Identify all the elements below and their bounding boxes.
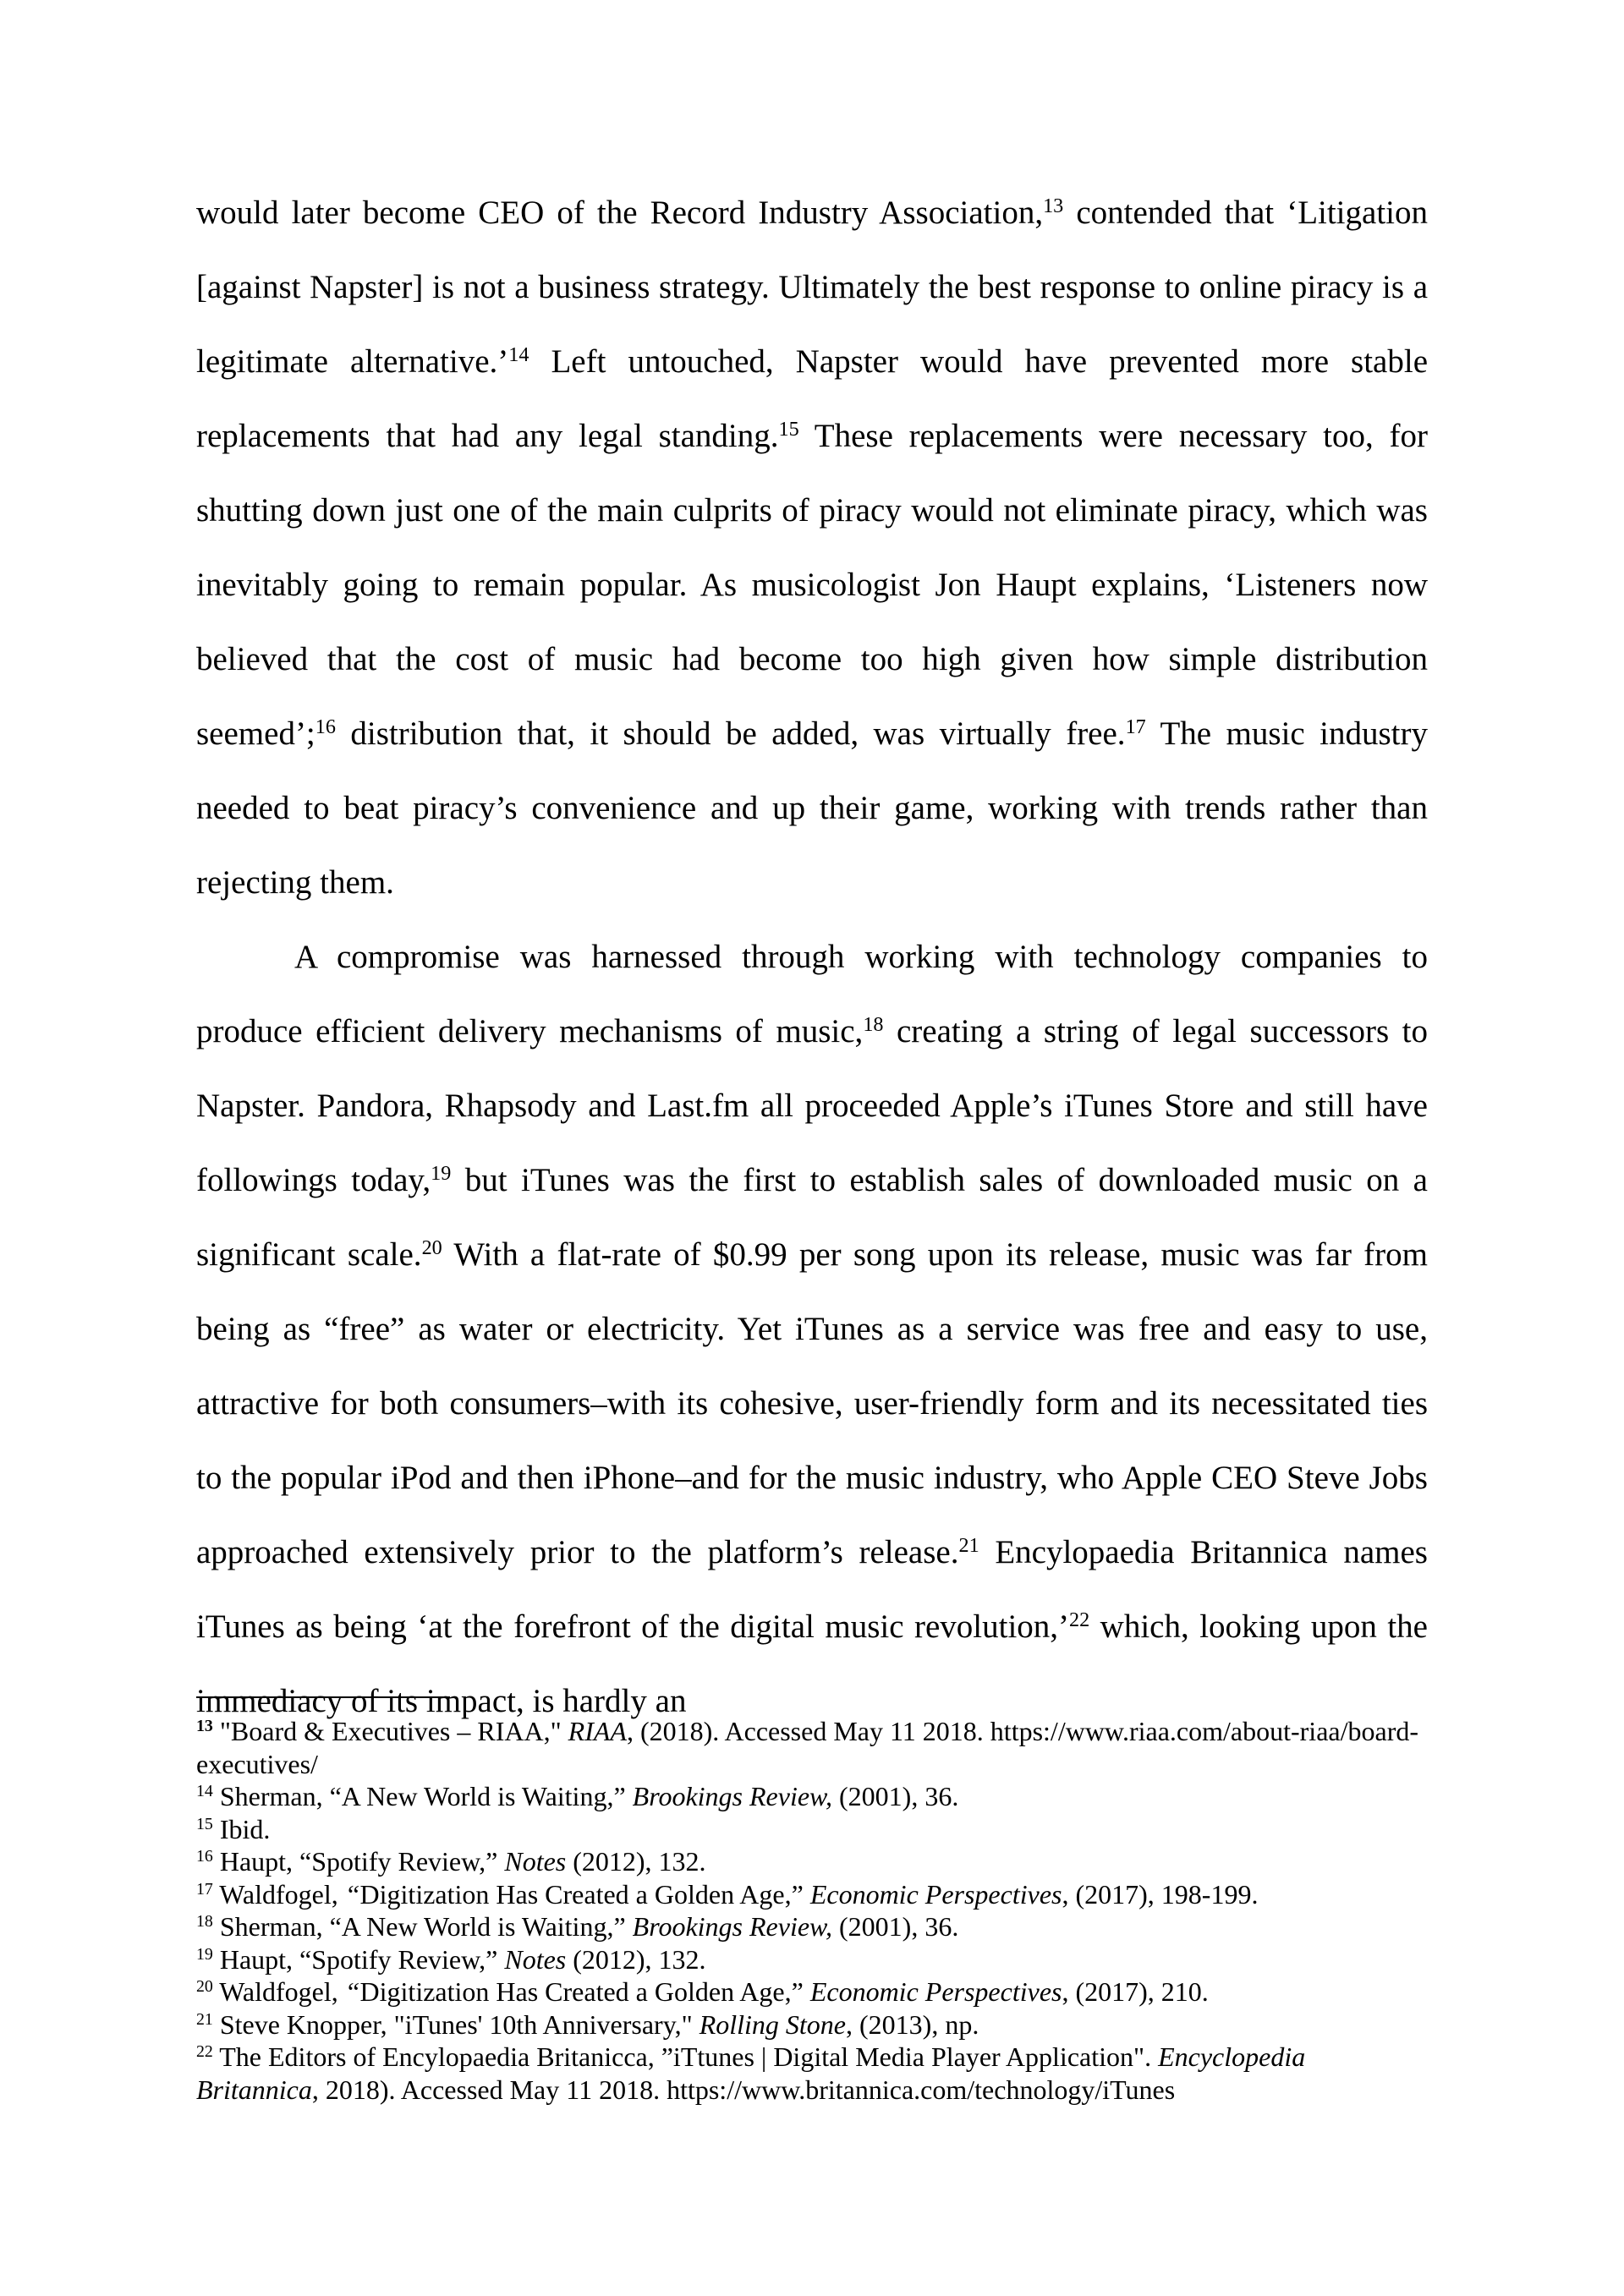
footnote-ref: 13 [1043, 194, 1064, 217]
paragraph-1 [196, 176, 1428, 920]
footnote-marker: 20 [196, 1977, 213, 1997]
italic-text-run: RIAA [568, 1716, 627, 1746]
text-run: which, looking upon the immediacy of its impact, is hardly an [196, 1608, 1428, 1719]
italic-text-run: Encyclopedia Britannica [196, 2041, 1306, 2105]
italic-text-run: “ [344, 1976, 360, 2007]
footnote-marker: 21 [196, 2009, 213, 2029]
text-run: Steve Knopper, "iTunes' 10th Anniversary," [219, 2008, 700, 2040]
footnote-separator [196, 1696, 450, 1698]
footnote-20 [196, 1975, 1428, 2008]
text-run: , (2017), 210. [1062, 1976, 1209, 2007]
footnote-marker: 22 [196, 2042, 213, 2062]
footnotes-section [196, 1696, 1428, 2106]
paragraph-2 [196, 920, 1428, 1739]
text-run: (2001), 36. [832, 1781, 959, 1811]
footnote-15 [196, 1813, 1428, 1846]
footnote-ref: 22 [1069, 1608, 1090, 1631]
text-run: would later become CEO of the Record Industry Association, [196, 195, 1044, 231]
footnote-22 [196, 2041, 1428, 2106]
text-run: , (2013), np. [846, 2008, 979, 2040]
italic-text-run: Brookings Review, [632, 1911, 833, 1942]
text-run: Sherman, “A New World is Waiting,” [219, 1781, 633, 1811]
text-run: Waldfogel, [219, 1976, 345, 2007]
footnote-marker: 16 [196, 1847, 213, 1866]
footnote-marker: 13 [196, 1717, 213, 1736]
text-run: Digitization Has Created a Golden Age,” [359, 1878, 810, 1910]
text-run: distribution that, it should be added, was virtually free. [335, 715, 1126, 752]
footnote-14 [196, 1780, 1428, 1813]
text-run: , 2018). Accessed May 11 2018. https://www.britannica.com/technology/iTunes [311, 2074, 1176, 2105]
footnote-marker: 19 [196, 1944, 213, 1964]
footnote-18 [196, 1910, 1428, 1943]
text-run: Left untouched, Napster would have prevented more stable replacements that had any legal standing. [196, 343, 1429, 454]
footnote-ref: 17 [1125, 715, 1146, 738]
text-run: but iTunes was the first to establish sales of downloaded music on a significant scale. [196, 1162, 1428, 1273]
italic-text-run: Notes [504, 1943, 567, 1975]
text-run: (2012), 132. [566, 1943, 706, 1975]
footnote-21 [196, 2008, 1428, 2041]
text-run: , (2017), 198-199. [1062, 1878, 1259, 1910]
italic-text-run: Notes [504, 1846, 567, 1877]
footnote-ref: 20 [421, 1236, 442, 1259]
footnote-ref: 21 [958, 1533, 979, 1557]
text-run: creating a string of legal successors to Napster. Pandora, Rhapsody and Last.fm all proceeded Apple’s iTunes Store and still have followings today, [196, 1013, 1428, 1198]
text-run: Haupt, “Spotify Review,” [219, 1846, 505, 1877]
italic-text-run: Economic Perspectives [809, 1878, 1062, 1910]
footnote-ref: 14 [508, 342, 529, 366]
text-run: "Board & Executives – RIAA," [219, 1716, 568, 1746]
text-run: (2001), 36. [832, 1911, 959, 1942]
text-run: , (2018). Accessed May 11 2018. https://www.riaa.com/about-riaa/board-executives/ [196, 1716, 1418, 1779]
footnote-marker: 15 [196, 1814, 213, 1833]
text-run: Ibid. [219, 1813, 271, 1844]
italic-text-run: Brookings Review, [632, 1781, 833, 1811]
italic-text-run: Economic Perspectives [809, 1976, 1062, 2007]
footnote-ref: 16 [315, 715, 336, 738]
italic-text-run: Rolling Stone [699, 2008, 846, 2040]
footnote-list [196, 1715, 1428, 2106]
footnote-ref: 15 [778, 417, 799, 441]
text-run: Encylopaedia Britannica names iTunes as being ‘at the forefront of the digital music revolution,’ [196, 1534, 1428, 1645]
footnote-16 [196, 1845, 1428, 1878]
text-run: Sherman, “A New World is Waiting,” [219, 1911, 633, 1942]
text-run: Waldfogel, [219, 1878, 345, 1910]
text-run: These replacements were necessary too, for shutting down just one of the main culprits of piracy would not eliminate piracy, which was inevitably going to remain popular. As musicologist Jon Haupt explains, ‘Listeners now believed that the cost of music had become too high given how simple distribution seemed’; [196, 418, 1428, 752]
text-run: (2012), 132. [566, 1846, 706, 1877]
text-run: contended that ‘Litigation [against Napster] is not a business strategy. Ultimately the best response to online piracy is a legitimate alternative.’ [196, 195, 1428, 380]
footnote-marker: 18 [196, 1912, 213, 1932]
footnote-ref: 18 [863, 1012, 884, 1036]
text-run: The music industry needed to beat piracy’s convenience and up their game, working with trends rather than rejecting them. [196, 715, 1429, 901]
footnote-19 [196, 1943, 1428, 1976]
text-run: A compromise was harnessed through working with technology companies to produce efficient delivery mechanisms of music, [196, 939, 1428, 1049]
body-paragraphs [196, 176, 1428, 1739]
text-run: Digitization Has Created a Golden Age,” [359, 1976, 810, 2007]
italic-text-run: “ [344, 1878, 360, 1910]
footnote-17 [196, 1878, 1428, 1911]
footnote-marker: 14 [196, 1782, 213, 1801]
text-run: The Editors of Encylopaedia Britanicca, ”iTtunes | Digital Media Player Application". [219, 2041, 1159, 2072]
footnote-marker: 17 [196, 1879, 213, 1899]
footnote-ref: 19 [431, 1161, 452, 1185]
text-run: With a flat-rate of $0.99 per song upon its release, music was far from being as “free” as water or electricity. Yet iTunes as a service was free and easy to use, attractive for both consumers–with its cohesive, user-friendly form and its necessitated ties to the popular iPod and then iPhone–and for the music industry, who Apple CEO Steve Jobs approached extensively prior to the platform’s release. [196, 1236, 1428, 1570]
text-run: Haupt, “Spotify Review,” [219, 1943, 505, 1975]
footnote-13 [196, 1715, 1428, 1780]
